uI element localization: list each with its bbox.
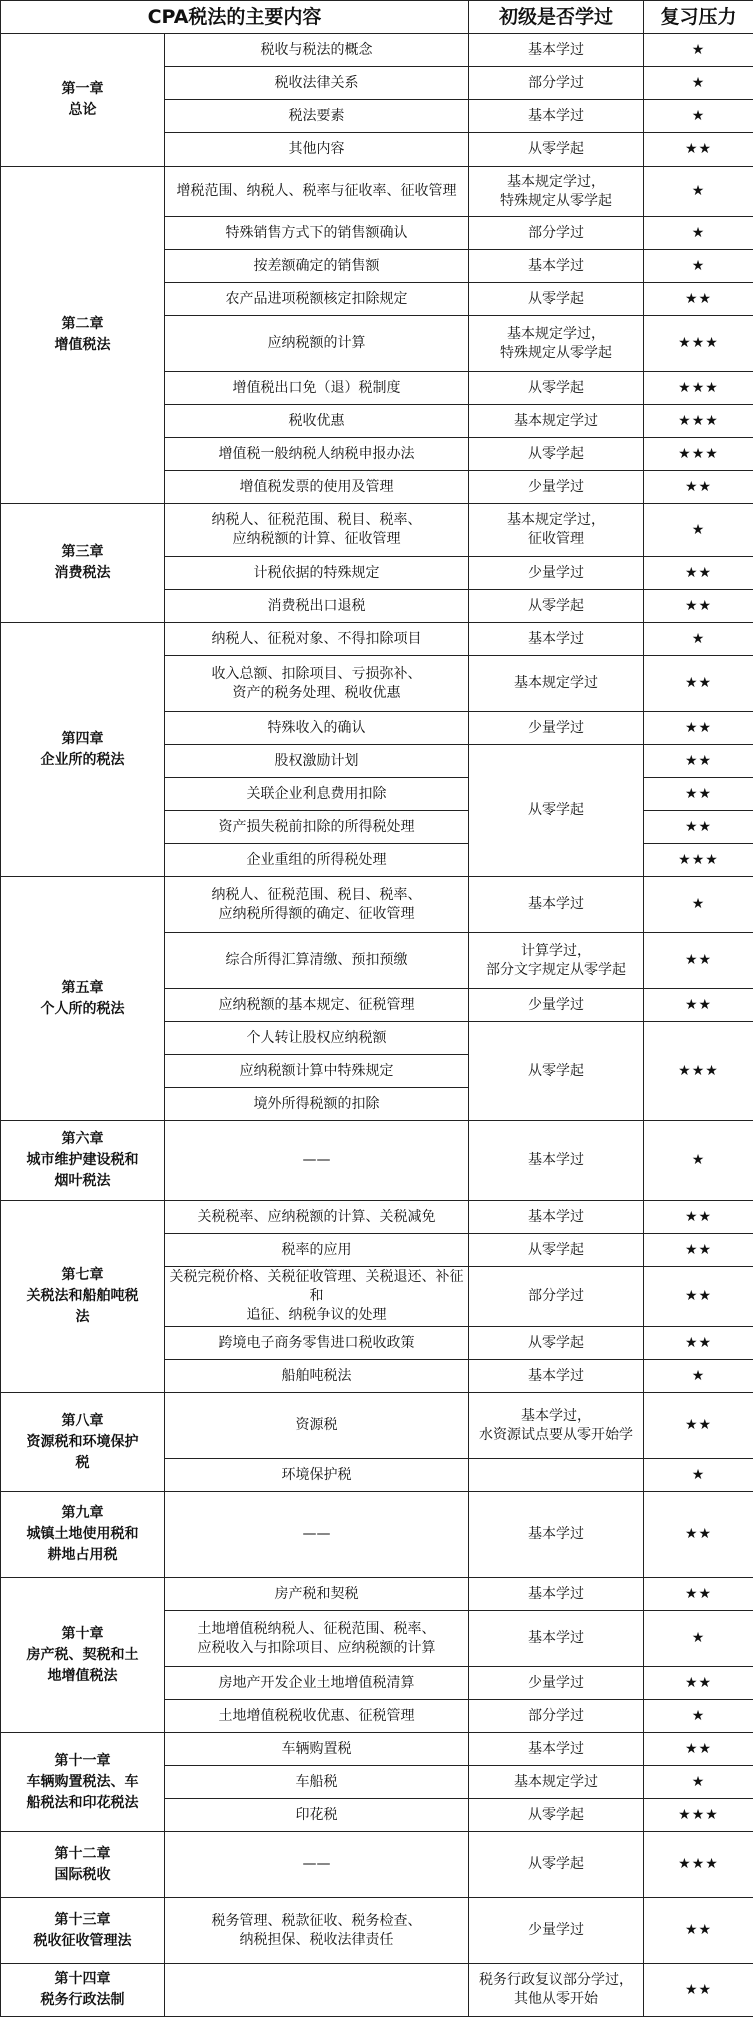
level-cell: 基本学过: [469, 1492, 644, 1578]
level-cell: 从零学起: [469, 1022, 644, 1121]
content-cell: 特殊销售方式下的销售额确认: [165, 217, 469, 250]
level-cell: 少量学过: [469, 557, 644, 590]
table-row: [1, 1201, 753, 1234]
table-row: [1, 1964, 753, 2017]
level-cell: 从零学起: [469, 745, 644, 877]
chapter-cell: 第七章 关税法和船舶吨税 法: [1, 1201, 165, 1393]
chapter-cell: 第五章 个人所的税法: [1, 877, 165, 1121]
level-cell: 部分学过: [469, 1700, 644, 1733]
content-cell: 农产品进项税额核定扣除规定: [165, 283, 469, 316]
level-cell: 基本学过: [469, 1611, 644, 1667]
content-cell: 关税完税价格、关税征收管理、关税退还、补征和 追征、纳税争议的处理: [165, 1267, 469, 1327]
pressure-stars: ★★: [644, 133, 753, 167]
table-row: [1, 1492, 753, 1578]
chapter-cell: 第十章 房产税、契税和土 地增值税法: [1, 1578, 165, 1733]
pressure-stars: ★★: [644, 1898, 753, 1964]
level-cell: 基本学过: [469, 100, 644, 133]
pressure-stars: ★★: [644, 1578, 753, 1611]
content-cell: 车辆购置税: [165, 1733, 469, 1766]
content-cell: 其他内容: [165, 133, 469, 167]
pressure-stars: ★: [644, 1360, 753, 1393]
level-cell: 基本规定学过， 特殊规定从零学起: [469, 167, 644, 217]
content-cell: 关税税率、应纳税额的计算、关税减免: [165, 1201, 469, 1234]
pressure-stars: ★: [644, 217, 753, 250]
pressure-stars: ★★★: [644, 1022, 753, 1121]
level-cell: 基本规定学过: [469, 656, 644, 712]
content-cell: 个人转让股权应纳税额: [165, 1022, 469, 1055]
content-cell: 计税依据的特殊规定: [165, 557, 469, 590]
pressure-stars: ★★: [644, 989, 753, 1022]
pressure-stars: ★★★: [644, 372, 753, 405]
pressure-stars: ★: [644, 34, 753, 67]
level-cell: 从零学起: [469, 133, 644, 167]
level-cell: 基本规定学过， 特殊规定从零学起: [469, 316, 644, 372]
chapter-cell: 第八章 资源税和环境保护 税: [1, 1393, 165, 1492]
content-cell: 跨境电子商务零售进口税收政策: [165, 1327, 469, 1360]
content-cell: 印花税: [165, 1799, 469, 1832]
chapter-cell: 第二章 增值税法: [1, 167, 165, 504]
content-cell: 土地增值税纳税人、征税范围、税率、 应税收入与扣除项目、应纳税额的计算: [165, 1611, 469, 1667]
chapter-cell: 第三章 消费税法: [1, 504, 165, 623]
pressure-stars: ★★: [644, 933, 753, 989]
pressure-stars: ★★: [644, 656, 753, 712]
content-cell: ——: [165, 1121, 469, 1201]
content-cell: 应纳税额的基本规定、征税管理: [165, 989, 469, 1022]
table-row: [1, 1733, 753, 1766]
pressure-stars: ★: [644, 67, 753, 100]
level-cell: 基本学过: [469, 1733, 644, 1766]
header-content: CPA税法的主要内容: [1, 1, 469, 34]
pressure-stars: ★★: [644, 283, 753, 316]
header-level: 初级是否学过: [469, 1, 644, 34]
chapter-cell: 第九章 城镇土地使用税和 耕地占用税: [1, 1492, 165, 1578]
table-row: [1, 34, 753, 67]
chapter-cell: 第六章 城市维护建设税和 烟叶税法: [1, 1121, 165, 1201]
pressure-stars: ★★: [644, 1393, 753, 1459]
pressure-stars: ★★: [644, 778, 753, 811]
content-cell: 特殊收入的确认: [165, 712, 469, 745]
content-cell: 纳税人、征税对象、不得扣除项目: [165, 623, 469, 656]
table-row: [1, 1578, 753, 1611]
pressure-stars: ★★★: [644, 438, 753, 471]
content-cell: 房产税和契税: [165, 1578, 469, 1611]
content-cell: 纳税人、征税范围、税目、税率、 应纳税所得额的确定、征收管理: [165, 877, 469, 933]
pressure-stars: ★★★: [644, 1799, 753, 1832]
pressure-stars: ★★: [644, 1492, 753, 1578]
level-cell: [469, 1459, 644, 1492]
chapter-cell: 第一章 总论: [1, 34, 165, 167]
content-cell: 企业重组的所得税处理: [165, 844, 469, 877]
table-row: [1, 167, 753, 217]
level-cell: 基本学过: [469, 877, 644, 933]
chapter-cell: 第十一章 车辆购置税法、车 船税法和印花税法: [1, 1733, 165, 1832]
table-body: [1, 34, 753, 2017]
content-cell: 应纳税额的计算: [165, 316, 469, 372]
content-cell: 综合所得汇算清缴、预扣预缴: [165, 933, 469, 989]
content-cell: [165, 1964, 469, 2017]
pressure-stars: ★: [644, 623, 753, 656]
pressure-stars: ★: [644, 1611, 753, 1667]
level-cell: 基本学过: [469, 1578, 644, 1611]
content-cell: 土地增值税税收优惠、征税管理: [165, 1700, 469, 1733]
pressure-stars: ★★: [644, 1733, 753, 1766]
pressure-stars: ★: [644, 877, 753, 933]
pressure-stars: ★★★: [644, 405, 753, 438]
pressure-stars: ★: [644, 1121, 753, 1201]
content-cell: 增值税出口免（退）税制度: [165, 372, 469, 405]
level-cell: 基本规定学过: [469, 1766, 644, 1799]
level-cell: 基本学过: [469, 1121, 644, 1201]
content-cell: 税收法律关系: [165, 67, 469, 100]
table-row: [1, 623, 753, 656]
content-cell: 房地产开发企业土地增值税清算: [165, 1667, 469, 1700]
level-cell: 从零学起: [469, 438, 644, 471]
level-cell: 少量学过: [469, 989, 644, 1022]
chapter-cell: 第四章 企业所的税法: [1, 623, 165, 877]
table-row: [1, 877, 753, 933]
level-cell: 少量学过: [469, 471, 644, 504]
content-cell: 增税范围、纳税人、税率与征收率、征收管理: [165, 167, 469, 217]
content-cell: 环境保护税: [165, 1459, 469, 1492]
content-cell: 资源税: [165, 1393, 469, 1459]
level-cell: 税务行政复议部分学过， 其他从零开始: [469, 1964, 644, 2017]
content-cell: 船舶吨税法: [165, 1360, 469, 1393]
pressure-stars: ★: [644, 504, 753, 557]
content-cell: 收入总额、扣除项目、亏损弥补、 资产的税务处理、税收优惠: [165, 656, 469, 712]
pressure-stars: ★★: [644, 1234, 753, 1267]
pressure-stars: ★★: [644, 471, 753, 504]
content-cell: 境外所得税额的扣除: [165, 1088, 469, 1121]
level-cell: 少量学过: [469, 1667, 644, 1700]
pressure-stars: ★★: [644, 1201, 753, 1234]
pressure-stars: ★: [644, 167, 753, 217]
pressure-stars: ★★: [644, 590, 753, 623]
chapter-cell: 第十三章 税收征收管理法: [1, 1898, 165, 1964]
level-cell: 部分学过: [469, 217, 644, 250]
table-row: [1, 1121, 753, 1201]
level-cell: 从零学起: [469, 283, 644, 316]
level-cell: 基本规定学过， 征收管理: [469, 504, 644, 557]
content-cell: ——: [165, 1832, 469, 1898]
header-pressure: 复习压力: [644, 1, 753, 34]
content-cell: 税收与税法的概念: [165, 34, 469, 67]
content-cell: 税率的应用: [165, 1234, 469, 1267]
level-cell: 从零学起: [469, 1832, 644, 1898]
content-cell: 应纳税额计算中特殊规定: [165, 1055, 469, 1088]
content-cell: 税收优惠: [165, 405, 469, 438]
pressure-stars: ★★★: [644, 844, 753, 877]
level-cell: 少量学过: [469, 1898, 644, 1964]
pressure-stars: ★: [644, 1700, 753, 1733]
table-row: [1, 504, 753, 557]
pressure-stars: ★★: [644, 1667, 753, 1700]
content-cell: 关联企业利息费用扣除: [165, 778, 469, 811]
level-cell: 基本学过: [469, 250, 644, 283]
content-cell: 税法要素: [165, 100, 469, 133]
content-cell: 消费税出口退税: [165, 590, 469, 623]
chapter-cell: 第十四章 税务行政法制: [1, 1964, 165, 2017]
level-cell: 部分学过: [469, 1267, 644, 1327]
table-row: [1, 1832, 753, 1898]
content-cell: 增值税发票的使用及管理: [165, 471, 469, 504]
content-cell: 车船税: [165, 1766, 469, 1799]
pressure-stars: ★★★: [644, 1832, 753, 1898]
pressure-stars: ★★: [644, 712, 753, 745]
content-cell: 资产损失税前扣除的所得税处理: [165, 811, 469, 844]
level-cell: 部分学过: [469, 67, 644, 100]
level-cell: 基本规定学过: [469, 405, 644, 438]
content-cell: 按差额确定的销售额: [165, 250, 469, 283]
pressure-stars: ★★: [644, 1327, 753, 1360]
level-cell: 从零学起: [469, 1234, 644, 1267]
pressure-stars: ★★: [644, 557, 753, 590]
pressure-stars: ★★: [644, 745, 753, 778]
pressure-stars: ★★: [644, 1964, 753, 2017]
table-header-row: [1, 1, 753, 34]
level-cell: 基本学过: [469, 623, 644, 656]
level-cell: 基本学过: [469, 1201, 644, 1234]
pressure-stars: ★★: [644, 811, 753, 844]
pressure-stars: ★: [644, 1459, 753, 1492]
pressure-stars: ★: [644, 1766, 753, 1799]
pressure-stars: ★: [644, 100, 753, 133]
content-cell: 股权激励计划: [165, 745, 469, 778]
pressure-stars: ★★: [644, 1267, 753, 1327]
pressure-stars: ★: [644, 250, 753, 283]
level-cell: 基本学过: [469, 34, 644, 67]
level-cell: 基本学过: [469, 1360, 644, 1393]
level-cell: 计算学过， 部分文字规定从零学起: [469, 933, 644, 989]
level-cell: 少量学过: [469, 712, 644, 745]
pressure-stars: ★★★: [644, 316, 753, 372]
level-cell: 从零学起: [469, 372, 644, 405]
content-cell: 纳税人、征税范围、税目、税率、 应纳税额的计算、征收管理: [165, 504, 469, 557]
level-cell: 基本学过， 水资源试点要从零开始学: [469, 1393, 644, 1459]
content-cell: 税务管理、税款征收、税务检查、 纳税担保、税收法律责任: [165, 1898, 469, 1964]
content-cell: 增值税一般纳税人纳税申报办法: [165, 438, 469, 471]
content-cell: ——: [165, 1492, 469, 1578]
level-cell: 从零学起: [469, 1799, 644, 1832]
level-cell: 从零学起: [469, 590, 644, 623]
table-row: [1, 1393, 753, 1459]
level-cell: 从零学起: [469, 1327, 644, 1360]
chapter-cell: 第十二章 国际税收: [1, 1832, 165, 1898]
table-row: [1, 1898, 753, 1964]
